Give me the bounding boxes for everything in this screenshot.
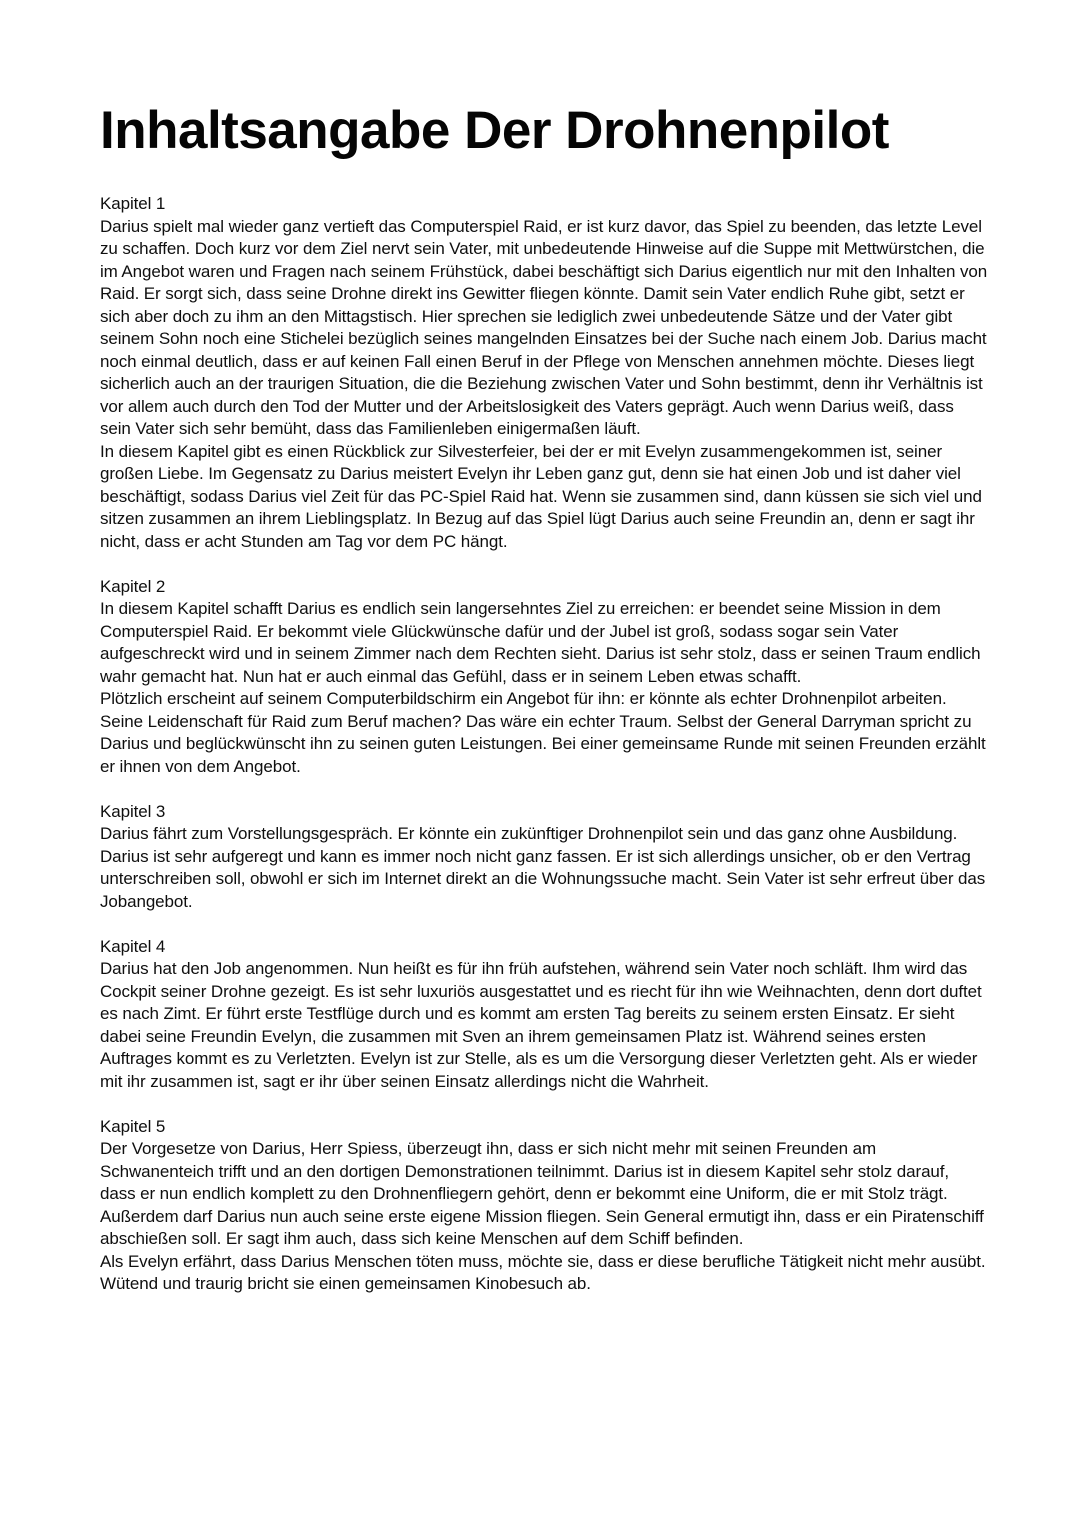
chapter-1-heading: Kapitel 1 bbox=[100, 194, 166, 213]
chapter-3 bbox=[100, 801, 988, 914]
chapter-5-paragraph: Der Vorgesetze von Darius, Herr Spiess, überzeugt ihn, dass er sich nicht mehr mit seinen Freunden am Schwanenteich trifft und an den dortigen Demonstrationen teilnimmt. Darius ist in diesem Kapitel sehr stolz darauf, dass er nun endlich komplett zu den Drohnenfliegern gehört, denn er bekommt eine Uniform, die er mit Stolz trägt. Außerdem darf Darius nun auch seine erste eigene Mission fliegen. Sein General ermutigt ihn, dass er ein Piratenschiff abschießen soll. Er sagt ihm auch, dass sich keine Menschen auf dem Schiff befinden. bbox=[100, 1139, 984, 1248]
chapter-3-paragraph: Darius fährt zum Vorstellungsgespräch. Er könnte ein zukünftiger Drohnenpilot sein und das ganz ohne Ausbildung. Darius ist sehr aufgeregt und kann es immer noch nicht ganz fassen. Er ist sich allerdings unsicher, ob er den Vertrag unterschreiben soll, obwohl er sich im Internet direkt an die Wohnungssuche macht. Sein Vater ist sehr erfreut über das Jobangebot. bbox=[100, 824, 986, 911]
chapter-5-paragraph: Als Evelyn erfährt, dass Darius Menschen töten muss, möchte sie, dass er diese berufliche Tätigkeit nicht mehr ausübt. Wütend und traurig bricht sie einen gemeinsamen Kinobesuch ab. bbox=[100, 1251, 986, 1293]
document-body bbox=[100, 193, 988, 1296]
chapter-1-paragraph: In diesem Kapitel gibt es einen Rückblick zur Silvesterfeier, bei der er mit Evelyn zusammengekommen ist, seiner großen Liebe. Im Gegensatz zu Darius meistert Evelyn ihr Leben ganz gut, denn sie hat einen Job und ist daher viel beschäftigt, sodass Darius viel Zeit für das PC-Spiel Raid hat. Wenn sie zusammen sind, dann küssen sie sich viel und sitzen zusammen an ihrem Lieblingsplatz. In Bezug auf das Spiel lügt Darius auch seine Freundin an, denn er sagt ihr nicht, dass er acht Stunden am Tag vor dem PC hängt. bbox=[100, 441, 982, 551]
chapter-4 bbox=[100, 936, 988, 1094]
chapter-4-heading: Kapitel 4 bbox=[100, 936, 166, 956]
chapter-5-heading: Kapitel 5 bbox=[100, 1116, 166, 1136]
chapter-3-heading: Kapitel 3 bbox=[100, 801, 166, 821]
chapter-2-heading: Kapitel 2 bbox=[100, 576, 166, 596]
document-content bbox=[100, 100, 988, 1296]
chapter-2-paragraph: Plötzlich erscheint auf seinem Computerbildschirm ein Angebot für ihn: er könnte als echter Drohnenpilot arbeiten. Seine Leidenschaft für Raid zum Beruf machen? Das wäre ein echter Traum. Selbst der General Darryman spricht zu Darius und beglückwünscht ihn zu seinen guten Leistungen. Bei einer gemeinsame Runde mit seinen Freunden erzählt er ihnen von dem Angebot. bbox=[100, 689, 986, 776]
chapter-4-paragraph: Darius hat den Job angenommen. Nun heißt es für ihn früh aufstehen, während sein Vater noch schläft. Ihm wird das Cockpit seiner Drohne gezeigt. Es ist sehr luxuriös ausgestattet und es riecht für ihn wie Weihnachten, denn dort duftet es nach Zimt. Er führt erste Testflüge durch und es kommt am ersten Tag bereits zu seinem ersten Einsatz. Er sieht dabei seine Freundin Evelyn, die zusammen mit Sven an ihrem gemeinsamen Platz ist. Während seines ersten Auftrages kommt es zu Verletzten. Evelyn ist zur Stelle, als es um die Versorgung dieser Verletzten geht. Als er wieder mit ihr zusammen ist, sagt er ihr über seinen Einsatz allerdings nicht die Wahrheit. bbox=[100, 959, 982, 1091]
chapter-1-paragraph: Darius spielt mal wieder ganz vertieft das Computerspiel Raid, er ist kurz davor, das Spiel zu beenden, das letzte Level zu schaffen. Doch kurz vor dem Ziel nervt sein Vater, mit unbedeutende Hinweise auf die Suppe mit Mettwürstchen, die im Angebot waren und Fragen nach seinem Frühstück, dabei beschäftigt sich Darius eigentlich nur mit den Inhalten von Raid. Er sorgt sich, dass seine Drohne direkt ins Gewitter fliegen könnte. Damit sein Vater endlich Ruhe gibt, setzt er sich aber doch zu ihm an den Mittagstisch. Hier sprechen sie lediglich zwei unbedeutende Sätze und der Vater gibt seinem Sohn noch eine Stichelei bezüglich seines mangelnden Einsatzes bei der Suche nach einem Job. Darius macht noch einmal deutlich, dass er auf keinen Fall einen Beruf in der Pflege von Menschen annehmen möchte. Dieses liegt sicherlich auch an der traurigen Situation, die die Beziehung zwischen Vater und Sohn bestimmt, denn ihr Verhältnis ist vor allem auch durch den Tod der Mutter und der Arbeitslosigkeit des Vaters geprägt. Auch wenn Darius weiß, dass sein Vater sich sehr bemüht, dass das Familienleben einigermaßen läuft. bbox=[100, 216, 988, 438]
chapter-5 bbox=[100, 1116, 988, 1296]
page-title: Inhaltsangabe Der Drohnenpilot bbox=[100, 101, 889, 160]
chapter-2 bbox=[100, 576, 988, 779]
chapter-1 bbox=[100, 193, 988, 553]
chapter-2-paragraph: In diesem Kapitel schafft Darius es endlich sein langersehntes Ziel zu erreichen: er beendet seine Mission in dem Computerspiel Raid. Er bekommt viele Glückwünsche dafür und der Jubel ist groß, sodass sogar sein Vater aufgeschreckt wird und in seinem Zimmer nach dem Rechten sieht. Darius ist sehr stolz, dass er seinen Traum endlich wahr gemacht hat. Nun hat er auch einmal das Gefühl, dass er in seinem Leben etwas schafft. bbox=[100, 599, 981, 686]
